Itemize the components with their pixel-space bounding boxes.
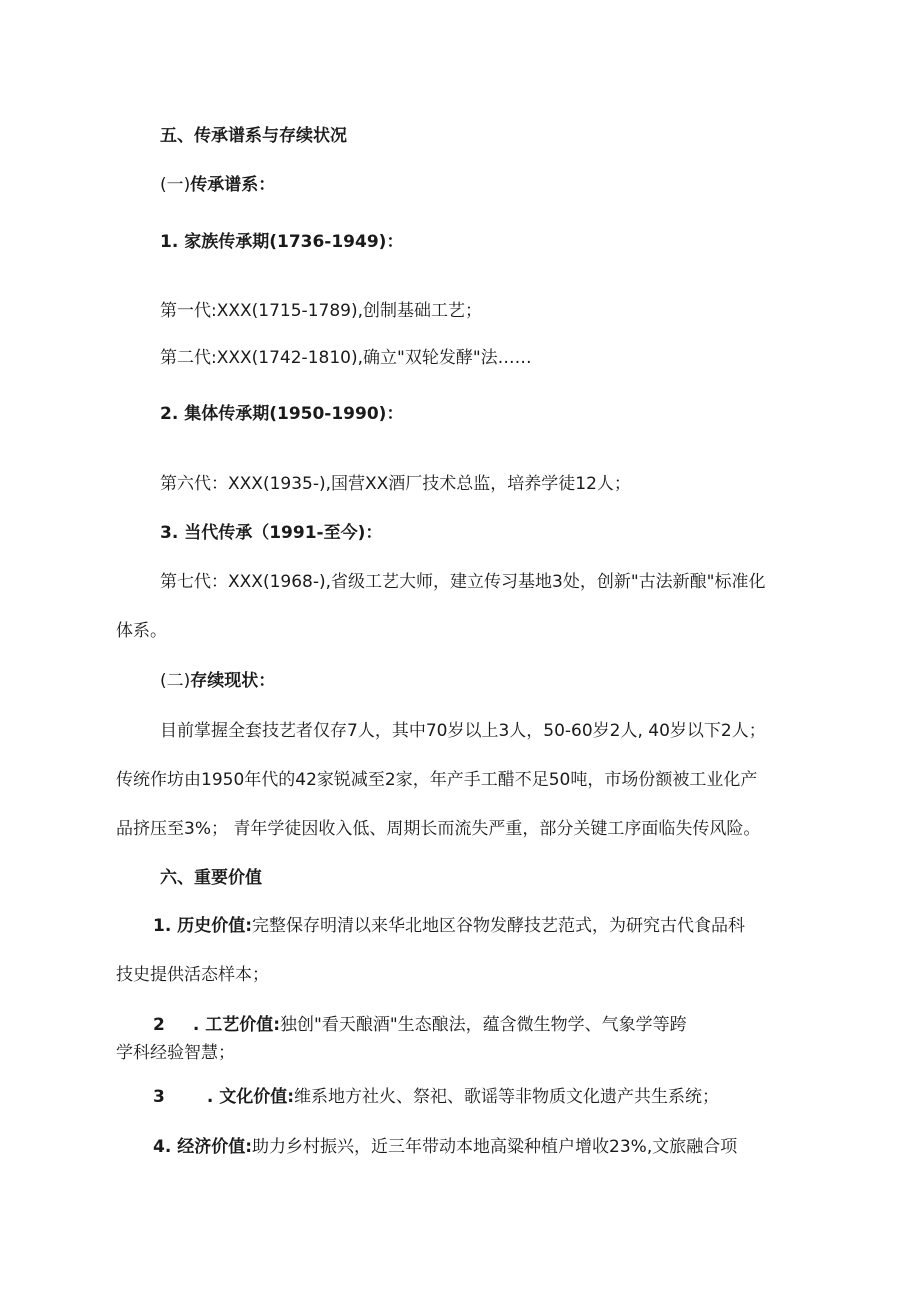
generation-7-line-2: 体系。 xyxy=(116,621,167,641)
value-1-line-1 xyxy=(153,914,745,938)
value-3-number: 3 xyxy=(153,1087,165,1107)
value-4-line-1 xyxy=(153,1135,737,1159)
value-2-label: . 工艺价值: xyxy=(192,1015,281,1035)
status-line-1: 目前掌握全套技艺者仅存7人，其中70岁以上3人，50-60岁2人, 40岁以下2人； xyxy=(160,721,766,741)
value-4-label: . 经济价值: xyxy=(164,1137,253,1157)
subsection-1-heading xyxy=(160,173,275,197)
value-1-number: 1 xyxy=(153,916,165,936)
period-3-number: 3. xyxy=(160,523,179,543)
generation-2: 第二代:XXX(1742-1810),确立"双轮发酵"法…… xyxy=(160,348,532,368)
section-6-heading: 六、重要价值 xyxy=(160,868,262,888)
value-1-line-2: 技史提供活态样本； xyxy=(116,965,269,985)
period-1-label: 家族传承期(1736-1949)： xyxy=(184,232,404,252)
period-2-heading xyxy=(160,402,403,426)
value-2-line-1 xyxy=(153,1013,687,1037)
period-3-label: 当代传承（1991-至今)： xyxy=(184,523,383,543)
value-2-line-2: 学科经验智慧； xyxy=(116,1043,235,1063)
period-2-label: 集体传承期(1950-1990)： xyxy=(184,404,404,424)
generation-6: 第六代：XXX(1935-),国营XX酒厂技术总监，培养学徒12人； xyxy=(160,474,631,494)
section-5-heading: 五、传承谱系与存续状况 xyxy=(160,126,347,146)
value-4-text: 助力乡村振兴，近三年带动本地高粱种植户增收23%,文旅融合项 xyxy=(252,1137,738,1157)
value-1-text: 完整保存明清以来华北地区谷物发酵技艺范式，为研究古代食品科 xyxy=(252,916,746,936)
value-3-text: 维系地方社火、祭祀、歌谣等非物质文化遗产共生系统； xyxy=(294,1087,720,1107)
period-2-number: 2. xyxy=(160,404,179,424)
value-3-label: . 文化价值: xyxy=(206,1087,295,1107)
status-line-2: 传统作坊由1950年代的42家锐减至2家，年产手工醋不足50吨，市场份额被工业化产 xyxy=(116,770,758,790)
period-3-heading xyxy=(160,521,382,545)
period-1-heading xyxy=(160,230,403,254)
value-2-number: 2 xyxy=(153,1015,165,1035)
value-2-text: 独创"看天酿酒"生态酿法，蕴含微生物学、气象学等跨 xyxy=(280,1015,687,1035)
value-4-number: 4 xyxy=(153,1137,165,1157)
status-line-3: 品挤压至3%； 青年学徒因收入低、周期长而流失严重，部分关键工序面临失传风险。 xyxy=(116,819,761,839)
subsection-2-heading xyxy=(160,669,275,693)
subsection-1-prefix: (一) xyxy=(160,175,191,195)
generation-7-line-1: 第七代：XXX(1968-),省级工艺大师，建立传习基地3处，创新"古法新酿"标准化 xyxy=(160,572,766,592)
period-1-number: 1. xyxy=(160,232,179,252)
subsection-1-label: 传承谱系： xyxy=(190,175,276,195)
generation-1: 第一代:XXX(1715-1789),创制基础工艺； xyxy=(160,301,482,321)
value-3-line-1 xyxy=(153,1085,719,1109)
value-1-label: . 历史价值: xyxy=(164,916,253,936)
subsection-2-label: 存续现状： xyxy=(190,671,276,691)
subsection-2-prefix: (二) xyxy=(160,671,191,691)
